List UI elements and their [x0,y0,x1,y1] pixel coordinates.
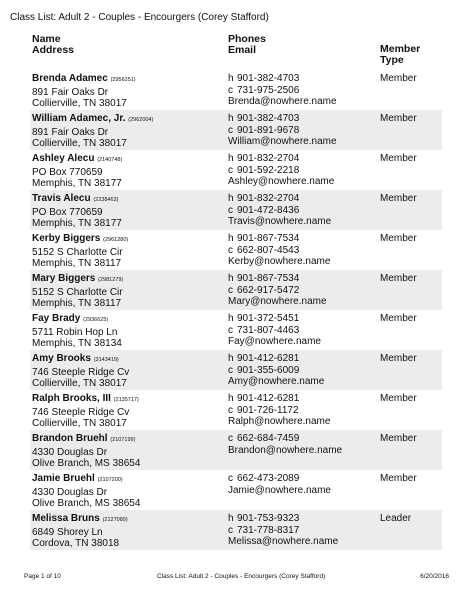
member-email: Melissa@nowhere.name [228,536,339,547]
member-contact [228,473,378,496]
cell-prefix: c [228,524,233,536]
member-city: Collierville, TN 38017 [32,98,127,109]
member-email: Brenda@nowhere.name [228,96,337,107]
member-city: Memphis, TN 38177 [32,178,122,189]
member-name-address [32,73,222,110]
cell-number: 662-807-4543 [237,244,300,256]
member-name: Ashley Alecu [32,153,95,164]
header-name-address [32,34,74,56]
member-street: PO Box 770659 [32,166,103,178]
member-name-address [32,153,222,190]
home-prefix: h [228,313,234,324]
header-name: Name [32,33,61,45]
member-cell-phone [228,205,378,217]
member-name-line [32,473,222,487]
member-name-address [32,273,222,310]
member-type: Member [380,433,417,444]
member-cell-phone [228,285,378,297]
home-prefix: h [228,233,234,244]
cell-prefix: c [228,364,233,376]
member-list [30,70,442,550]
cell-prefix: c [228,404,233,416]
member-email: Mary@nowhere.name [228,296,327,307]
member-name-address [32,433,222,470]
member-id: (2981279) [98,277,124,283]
member-city: Olive Branch, MS 38654 [32,498,141,509]
member-row [30,230,442,270]
member-name-address [32,353,222,390]
member-cell-phone [228,125,378,137]
member-street: 891 Fair Oaks Dr [32,86,109,98]
cell-prefix: c [228,84,233,96]
member-row [30,150,442,190]
member-type: Member [380,393,417,404]
member-name: Ralph Brooks, III [32,393,111,404]
member-city: Collierville, TN 38017 [32,138,127,149]
home-number: 901-372-5451 [237,313,300,324]
member-type: Member [380,273,417,284]
member-name: Melissa Bruns [32,513,100,524]
member-name-address [32,473,222,510]
header-email: Email [228,44,257,56]
member-name: Kerby Biggers [32,233,101,244]
member-name-line [32,393,222,407]
member-type: Member [380,473,417,484]
member-contact [228,193,378,228]
member-contact [228,393,378,428]
home-prefix: h [228,193,234,204]
header-phones-email [228,34,266,56]
home-number: 901-867-7534 [237,273,300,284]
cell-number: 731-778-8317 [237,524,300,536]
member-contact [228,433,378,456]
member-cell-phone [228,165,378,177]
home-number: 901-412-6281 [237,393,300,404]
member-cell-phone [228,245,378,257]
member-home-phone [228,273,378,285]
member-name: Fay Brady [32,313,81,324]
member-street: 5152 S Charlotte Cir [32,246,123,258]
header-type: Type [380,54,404,66]
cell-number: 901-355-6009 [237,364,300,376]
member-name-line [32,193,222,207]
member-id: (2135717) [113,397,139,403]
member-city: Collierville, TN 38017 [32,378,127,389]
member-type: Member [380,73,417,84]
member-name: Travis Alecu [32,193,91,204]
member-row [30,470,442,510]
member-contact [228,233,378,268]
member-city: Memphis, TN 38177 [32,218,122,229]
member-name-line [32,433,222,447]
home-prefix: h [228,353,234,364]
member-type: Member [380,353,417,364]
member-type: Member [380,233,417,244]
member-id: (2127089) [102,517,128,523]
home-prefix: h [228,153,234,164]
cell-number: 662-473-2089 [237,473,300,484]
member-name: Brenda Adamec [32,73,108,84]
member-name-line [32,73,222,87]
member-city: Memphis, TN 38134 [32,338,122,349]
member-row [30,270,442,310]
member-name-line [32,513,222,527]
cell-prefix: c [228,244,233,256]
cell-prefix: c [228,324,233,336]
member-street: PO Box 770659 [32,206,103,218]
home-prefix: h [228,73,234,84]
member-cell-phone [228,325,378,337]
member-contact [228,73,378,108]
cell-number: 662-917-5472 [237,284,300,296]
member-email: Ashley@nowhere.name [228,176,335,187]
member-name-address [32,193,222,230]
member-city: Memphis, TN 38117 [32,258,122,269]
member-name-address [32,313,222,350]
member-home-phone [228,113,378,125]
member-cell-phone [228,85,378,97]
member-name-address [32,233,222,270]
member-cell-phone [228,525,378,537]
member-id: (2140748) [97,157,123,163]
member-name-address [32,393,222,430]
cell-prefix: c [228,433,233,444]
member-street: 891 Fair Oaks Dr [32,126,109,138]
cell-number: 662-684-7459 [237,433,300,444]
member-street: 6849 Shorey Ln [32,526,103,538]
member-home-phone [228,513,378,525]
member-email: Kerby@nowhere.name [228,256,331,267]
member-id: (2956251) [110,77,136,83]
cell-number: 731-975-2506 [237,84,300,96]
member-name: Mary Biggers [32,273,96,284]
member-street: 746 Steeple Ridge Cv [32,406,130,418]
member-cell-phone [228,405,378,417]
member-home-phone [228,393,378,405]
member-home-phone [228,233,378,245]
member-contact [228,313,378,348]
member-name-line [32,313,222,327]
member-name-line [32,153,222,167]
header-address: Address [32,44,75,56]
member-name: William Adamec, Jr. [32,113,126,124]
member-contact [228,113,378,148]
member-type: Leader [380,513,412,524]
member-email: Jamie@nowhere.name [228,484,331,496]
member-type: Member [380,153,417,164]
footer-title: Class List: Adult 2 - Couples - Encourgers (Corey Stafford) [157,573,326,580]
cell-prefix: c [228,473,233,484]
home-number: 901-753-9323 [237,513,300,524]
member-id: (2936625) [83,317,109,323]
cell-number: 901-891-9678 [237,124,300,136]
member-id: (2238463) [93,197,119,203]
member-home-phone [228,153,378,165]
member-id: (2107199) [110,437,136,443]
home-prefix: h [228,513,234,524]
cell-number: 901-472-8436 [237,204,300,216]
member-contact [228,153,378,188]
member-city: Cordova, TN 38018 [32,538,120,549]
member-type: Member [380,313,417,324]
cell-prefix: c [228,124,233,136]
member-street: 4330 Douglas Dr [32,446,108,458]
member-row [30,510,442,550]
member-row [30,190,442,230]
header-member: Member [380,43,421,55]
member-email: Amy@nowhere.name [228,376,325,387]
footer-page-info: Page 1 of 10 [24,573,61,580]
member-city: Memphis, TN 38117 [32,298,122,309]
member-home-phone [228,353,378,365]
member-street: 746 Steeple Ridge Cv [32,366,130,378]
member-contact [228,513,378,548]
cell-prefix: c [228,204,233,216]
member-name: Brandon Bruehl [32,433,108,444]
member-email: William@nowhere.name [228,136,337,147]
member-row [30,350,442,390]
home-number: 901-867-7534 [237,233,300,244]
member-type: Member [380,193,417,204]
member-contact [228,273,378,308]
cell-number: 731-807-4463 [237,324,300,336]
home-prefix: h [228,393,234,404]
member-city: Collierville, TN 38017 [32,418,127,429]
member-name-address [32,513,222,550]
member-name: Amy Brooks [32,353,91,364]
member-id: (2962004) [128,117,154,123]
member-row [30,70,442,110]
home-number: 901-382-4703 [237,73,300,84]
member-row [30,310,442,350]
member-email: Ralph@nowhere.name [228,416,331,427]
member-email: Fay@nowhere.name [228,336,321,347]
member-type: Member [380,113,417,124]
member-name: Jamie Bruehl [32,473,95,484]
footer-date: 6/20/2016 [420,573,449,580]
home-prefix: h [228,113,234,124]
member-contact [228,353,378,388]
member-name-line [32,273,222,287]
cell-prefix: c [228,284,233,296]
member-email: Travis@nowhere.name [228,216,332,227]
member-name-address [32,113,222,150]
page-title: Class List: Adult 2 - Couples - Encourgers (Corey Stafford) [10,12,269,23]
member-home-phone [228,313,378,325]
header-member-type [380,44,420,66]
home-prefix: h [228,273,234,284]
member-cell-phone [228,365,378,377]
cell-number: 901-726-1172 [237,404,299,416]
member-city: Olive Branch, MS 38654 [32,458,141,469]
member-row [30,110,442,150]
member-street: 4330 Douglas Dr [32,486,108,498]
member-street: 5152 S Charlotte Cir [32,286,123,298]
member-row [30,390,442,430]
member-id: (2107200) [97,477,123,483]
home-number: 901-412-6281 [237,353,300,364]
header-phones: Phones [228,33,266,45]
home-number: 901-832-2704 [237,153,300,164]
member-cell-phone [228,473,378,485]
member-cell-phone [228,433,378,445]
member-home-phone [228,193,378,205]
member-id: (2961280) [103,237,129,243]
member-home-phone [228,73,378,85]
member-email: Brandon@nowhere.name [228,444,343,456]
member-name-line [32,113,222,127]
column-header [32,34,442,68]
member-name-line [32,233,222,247]
member-row [30,430,442,470]
member-name-line [32,353,222,367]
member-street: 5711 Robin Hop Ln [32,326,118,338]
member-id: (3143419) [93,357,119,363]
home-number: 901-832-2704 [237,193,300,204]
cell-number: 901-592-2218 [237,164,300,176]
home-number: 901-382-4703 [237,113,300,124]
cell-prefix: c [228,164,233,176]
